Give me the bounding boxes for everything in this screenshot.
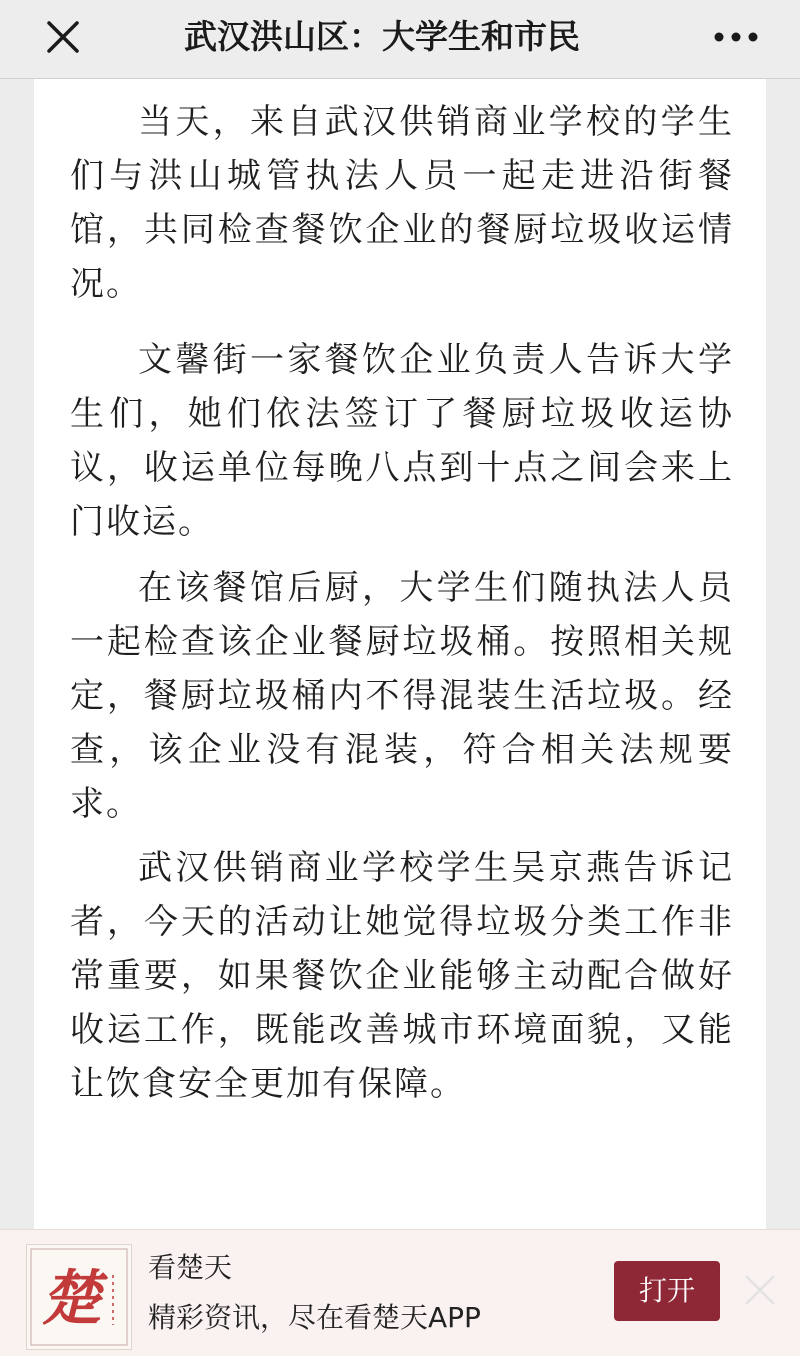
article-body[interactable] <box>34 79 766 1229</box>
article-paragraph-3: 在该餐馆后厨，大学生们随执法人员一起检查该企业餐厨垃圾桶。按照相关规定，餐厨垃圾桶内不得混装生活垃圾。经查，该企业没有混装，符合相关法规要求。 <box>70 568 734 824</box>
banner-close-button[interactable] <box>738 1268 782 1312</box>
close-icon <box>738 1268 782 1312</box>
article-paragraph-4: 武汉供销商业学校学生吴京燕告诉记者，今天的活动让她觉得垃圾分类工作非常重要，如果餐饮企业能够主动配合做好收运工作，既能改善城市环境面貌，又能让饮食安全更加有保障。 <box>70 848 734 1104</box>
article-paragraph-2: 文馨街一家餐饮企业负责人告诉大学生们，她们依法签订了餐厨垃圾收运协议，收运单位每晚八点到十点之间会来上门收运。 <box>70 340 734 542</box>
article-paragraph-1: 当天，来自武汉供销商业学校的学生们与洪山城管执法人员一起走进沿街餐馆，共同检查餐饮企业的餐厨垃圾收运情况。 <box>70 102 734 304</box>
app-description: 精彩资讯，尽在看楚天APP <box>148 1301 481 1334</box>
close-icon <box>40 14 86 60</box>
more-options-button[interactable] <box>708 14 764 60</box>
right-margin <box>766 79 800 1229</box>
app-logo <box>26 1244 132 1350</box>
app-name: 看楚天 <box>148 1251 233 1284</box>
more-icon <box>708 14 764 60</box>
close-button[interactable] <box>40 14 86 60</box>
left-margin <box>0 79 34 1229</box>
top-navbar <box>0 0 800 79</box>
app-logo-char: 楚 <box>41 1264 101 1334</box>
open-app-button[interactable]: 打开 <box>614 1261 720 1321</box>
app-download-banner <box>0 1229 800 1356</box>
page-title: 武汉洪山区：大学生和市民 <box>184 17 580 56</box>
